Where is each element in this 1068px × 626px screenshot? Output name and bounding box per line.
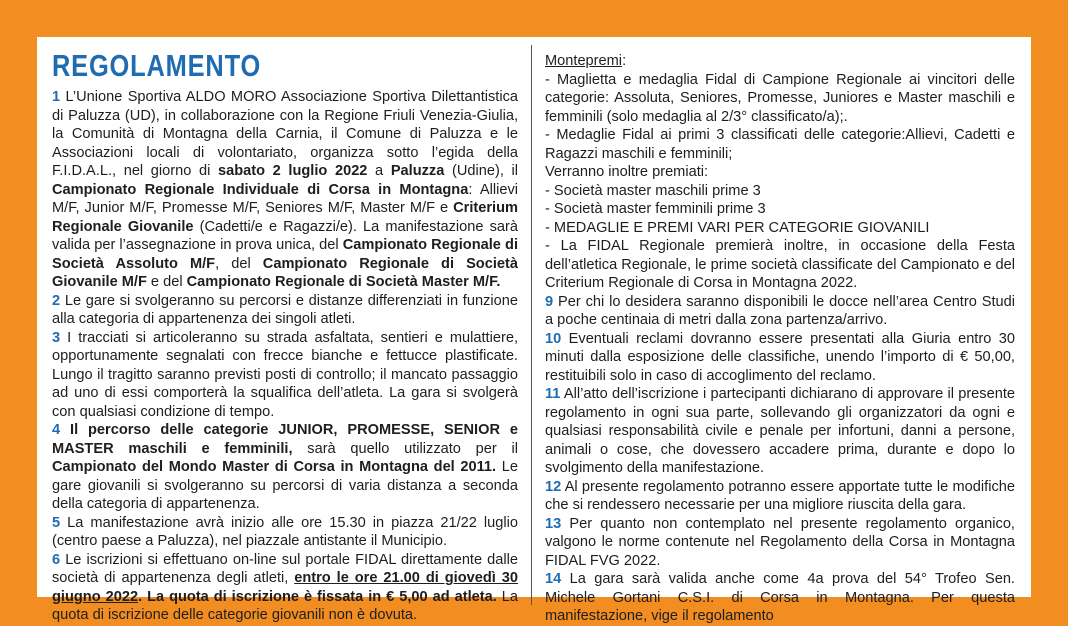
prize-line: Verranno inoltre premiati: <box>545 164 709 180</box>
article-11: 11 All’atto dell’iscrizione i partecipanti dichiarano di approvare il presente regolamento in ogni sua parte, sollevando gli organizzatori da ogni e qualsiasi responsabilità civile e penale per infortuni, danni a persone, animali o cose, che dovessero accadere prima, durante e dopo lo svolgimento della manifestazione. <box>545 386 1015 476</box>
article-number: 4 <box>52 422 61 438</box>
article-6: 6 Le iscrizioni si effettuano on-line sul portale FIDAL direttamente dalle società di appartenenza degli atleti, entro le ore 21.00 di giovedì 30 giugno 2022. La quota di iscrizione è fissata in € 5,00 ad atleta. La quota di iscrizione delle categorie giovanili non è dovuta. <box>52 551 518 623</box>
article-number: 12 <box>545 478 562 495</box>
article-number: 1 <box>52 89 61 105</box>
left-column <box>52 37 518 625</box>
prize-line: - La FIDAL Regionale premierà inoltre, in occasione della Festa dell’atletica Regionale, le prime società classificate del Campionato e del Criterium Regionale di Corsa in Montagna 2022. <box>545 238 1015 291</box>
article-number: 14 <box>545 571 562 587</box>
right-column <box>545 52 1015 626</box>
article-10: 10 Eventuali reclami dovranno essere presentati alla Giuria entro 30 minuti dalla esposizione delle classifiche, unendo l’importo di € 50,00, restituibili solo in caso di accoglimento del reclamo. <box>545 330 1015 384</box>
article-number: 3 <box>52 329 61 346</box>
article-number: 13 <box>545 515 562 532</box>
prize-line: - Maglietta e medaglia Fidal di Campione Regionale ai vincitori delle categorie: Assoluta, Seniores, Promesse, Juniores e Master maschili e femminili (solo medaglia al 2/3° classificato/a);. <box>545 71 1015 125</box>
article-3: 3 I tracciati si articoleranno su strada asfaltata, sentieri e mulattiere, opportunamente segnalati con frecce bianche e fettucce plastificate. Lungo il tragitto saranno previsti posti di controllo; il mancato passaggio ad uno di essi comporterà la squalifica dell’atleta. La gara si svolgerà con qualsiasi condizione di tempo. <box>52 329 518 420</box>
column-divider <box>531 45 532 605</box>
article-number: 9 <box>545 293 554 310</box>
prize-line: - MEDAGLIE E PREMI VARI PER CATEGORIE GIOVANILI <box>545 219 930 236</box>
article-9: 9 Per chi lo desidera saranno disponibili le docce nell’area Centro Studi a poche centinaia di metri dalla zona partenza/arrivo. <box>545 293 1015 328</box>
article-number: 11 <box>545 386 561 402</box>
regulation-sheet <box>37 37 1031 624</box>
article-2: 2 Le gare si svolgeranno su percorsi e distanze differenziati in funzione alla categoria di appartenenza dei singoli atleti. <box>52 292 518 327</box>
article-number: 10 <box>545 330 562 347</box>
page-title: REGOLAMENTO <box>52 48 262 83</box>
prize-line: - Società master maschili prime 3 <box>545 182 761 199</box>
article-1: 1 L’Unione Sportiva ALDO MORO Associazione Sportiva Dilettantistica di Paluzza (UD), in collaborazione con la Regione Friuli Venezia-Giulia, la Comunità di Montagna della Carnia, il Comune di Paluzza e le Associazioni locali di volontariato, organizza sotto l’egida della F.I.D.A.L., nel giorno di sabato 2 luglio 2022 a Paluzza (Udine), il Campionato Regionale Individuale di Corsa in Montagna: Allievi M/F, Junior M/F, Promesse M/F, Seniores M/F, Master M/F e Criterium Regionale Giovanile (Cadetti/e e Ragazzi/e). La manifestazione sarà valida per l’assegnazione in prova unica, del Campionato Regionale di Società Assoluto M/F, del Campionato Regionale di Società Giovanile M/F e del Campionato Regionale di Società Master M/F. <box>52 89 518 290</box>
prize-line: - Medaglie Fidal ai primi 3 classificati delle categorie:Allievi, Cadetti e Ragazzi maschili e femminili; <box>545 127 1015 162</box>
article-4: 4 Il percorso delle categorie JUNIOR, PROMESSE, SENIOR e MASTER maschili e femminili, sarà quello utilizzato per il Campionato del Mondo Master di Corsa in Montagna del 2011. Le gare giovanili si svolgeranno su percorsi di varia distanza a seconda della categoria di appartenenza. <box>52 422 519 512</box>
article-12: 12 Al presente regolamento potranno essere apportate tutte le modifiche che si rendessero necessarie per una migliore riuscita della gara. <box>545 478 1015 513</box>
article-13: 13 Per quanto non contemplato nel presente regolamento organico, valgono le norme contenute nel Regolamento della Corsa in Montagna FIDAL FVG 2022. <box>545 515 1015 569</box>
article-number: 2 <box>52 292 61 309</box>
article-number: 5 <box>52 514 61 531</box>
prizes-heading: Montepremi: <box>545 53 627 69</box>
article-14: 14 La gara sarà valida anche come 4a prova del 54° Trofeo Sen. Michele Gortani C.S.I. di Corsa in Montagna. Per questa manifestazione, vige il regolamento <box>545 571 1015 624</box>
article-number: 6 <box>52 551 61 568</box>
prize-line: - Società master femminili prime 3 <box>545 201 766 217</box>
article-5: 5 La manifestazione avrà inizio alle ore 15.30 in piazza 21/22 luglio (centro paese a Paluzza), nel piazzale antistante il Municipio. <box>52 514 518 549</box>
